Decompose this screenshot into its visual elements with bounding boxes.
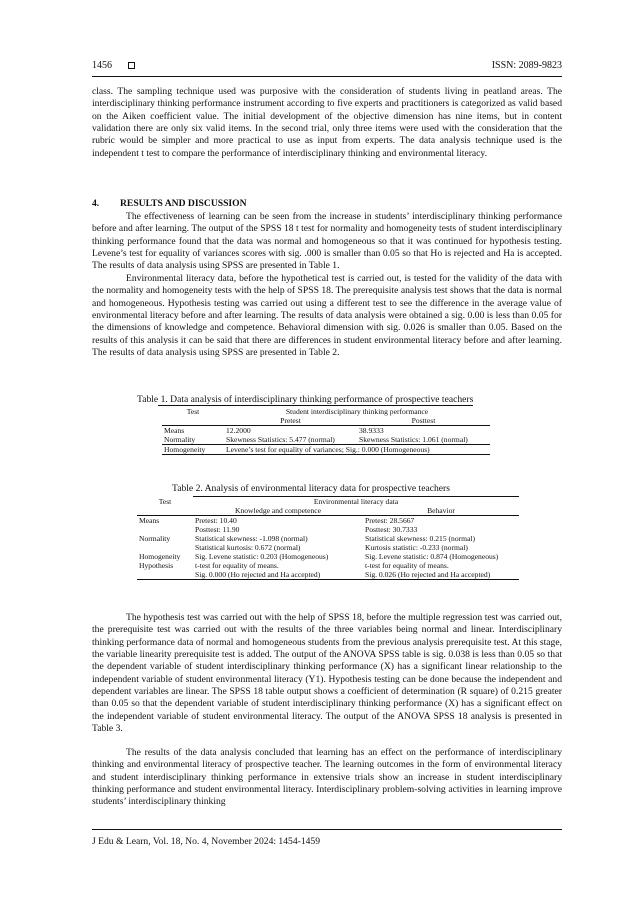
table1-group-header: Student interdisciplinary thinking performance	[285, 407, 429, 416]
table1-cell: Skewness Statistics: 1.061 (normal)	[359, 435, 468, 444]
table1-cell: Means	[162, 426, 224, 436]
header-rule	[92, 76, 562, 77]
issn-label: ISSN: 2089-9823	[491, 60, 562, 71]
table2-caption: Table 2. Analysis of environmental literacy data for prospective teachers	[172, 483, 450, 494]
running-footer: J Edu & Learn, Vol. 18, No. 4, November 2024: 1454-1459	[92, 836, 321, 847]
table2-cell: Normality	[139, 534, 171, 543]
table2-cell: Statistical skewness: -1.098 (normal)	[195, 534, 308, 543]
table-row	[137, 561, 519, 570]
table1-cell: 12.2000	[224, 426, 357, 436]
table1-caption-text: 1. Data analysis of interdisciplinary thinking performance of prospective teachers	[158, 394, 474, 405]
table2-subheader-row	[137, 506, 519, 516]
table2-cell	[137, 570, 193, 580]
table2-col-behavior: Behavior	[427, 506, 455, 515]
table-row	[162, 426, 490, 436]
running-header	[92, 60, 562, 74]
section-title: RESULTS AND DISCUSSION	[120, 198, 247, 209]
table2-cell: t-test for equality of means.	[365, 561, 449, 570]
table1-cell: Homogeneity	[162, 445, 224, 455]
table1	[162, 407, 490, 455]
table2-cell: Posttest: 30.7333	[365, 525, 418, 534]
section-number: 4.	[92, 198, 100, 209]
table2-cell: t-test for equality of means.	[195, 561, 279, 570]
table1-cell: 38.9333	[357, 426, 490, 436]
table-row	[137, 516, 519, 526]
body-paragraph-4: The results of the data analysis concluded that learning has an effect on the performance of interdisciplinary thinking and environmental literacy of prospective teacher. The learning outcomes in the form of environmental literacy and student interdisciplinary thinking performance in extensive trials show an increase in student interdisciplinary thinking performance and student environmental literacy. Interdisciplinary problem-solving activities in learning improve students’ interdisciplinary thinking	[92, 747, 562, 808]
table1-cell: Skewness Statistics: 5.477 (normal)	[226, 435, 335, 444]
page-number: 1456	[92, 60, 112, 71]
table2-col-test: Test	[158, 496, 172, 506]
table2-cell: Means	[137, 516, 193, 526]
table1-col-test: Test	[186, 407, 200, 416]
intro-paragraph: class. The sampling technique used was purposive with the consideration of students living in peatland areas. The interdisciplinary thinking performance instrument according to five experts and practitioners is categorized as valid based on the Aiken coefficient value. The initial development of the objective dimension has nine items, but in content validation there are only six valid items. In the second trial, only three items were used with the consideration that the rubric would be simpler and more practical to use as input from experts. The data analysis technique used is the independent t test to compare the performance of interdisciplinary thinking and environmental literacy.	[92, 86, 562, 159]
table-row	[162, 445, 490, 455]
table1-cell: Levene’s test for equality of variances; Sig.: 0.000 (Homogeneous)	[224, 445, 490, 455]
table2-cell: Sig. Levene statistic: 0.203 (Homogeneous)	[195, 552, 329, 561]
table2-cell: Pretest: 10.40	[193, 516, 363, 526]
table-row	[137, 534, 519, 543]
table1-subheader-row	[162, 416, 490, 426]
body-paragraph-2: Environmental literacy data, before the hypothetical test is carried out, is tested for the validity of the data with the normality and homogeneity tests with the help of SPSS 18. The prerequisite analysis test shows that the data is normal and homogeneous. Hypothesis testing was carried out using a different test to see the difference in the average value of environmental literacy before and after learning. The results of data analysis were obtained a sig. 0.00 is less than 0.05 for the dimensions of knowledge and competence. Behavioral dimension with sig. 0.026 is smaller than 0.05. Based on the results of this analysis it can be said that there are differences in student environmental literacy before and after learning. The results of data analysis using SPSS are presented in Table 2.	[92, 273, 562, 359]
table2-cell: Statistical kurtosis: 0.672 (normal)	[195, 543, 301, 552]
body-paragraph-3: The hypothesis test was carried out with the help of SPSS 18, before the multiple regression test was carried out, the prerequisite test was carried out with the results of the three variables being normal and linear. Interdisciplinary thinking performance data of normal and homogeneous students from the previous analysis prerequisite test. At this stage, the variable linearity prerequisite test is added. The output of the ANOVA SPSS table is sig. 0.038 is less than 0.05 so that the dependent variable of student interdisciplinary thinking performance (X) has a significant linear relationship to the independent variable of student environmental literacy (Y1). Hypothesis testing can be done because the independent and dependent variables are linear. The SPSS 18 table output shows a coefficient of determination (R square) of 0.215 greater than 0.05 so that the dependent variable of student interdisciplinary thinking performance (X) has a significant effect on the independent variable of student environmental literacy. The output of the ANOVA SPSS 18 analysis is presented in Table 3.	[92, 612, 562, 735]
table2-cell: Sig. 0.026 (Ho rejected and Ha accepted)	[363, 570, 519, 580]
table2-header-row	[137, 497, 519, 507]
square-bullet-icon	[128, 62, 135, 69]
table2-cell: Statistical skewness: 0.215 (normal)	[365, 534, 476, 543]
table-row	[137, 525, 519, 534]
table1-cell: Normality	[164, 435, 196, 444]
table2-cell: Sig. Levene statistic: 0.874 (Homogeneous)	[365, 552, 499, 561]
table2-cell: Sig. 0.000 (Ho rejected and Ha accepted)	[193, 570, 363, 580]
table2-group-header: Environmental literacy data	[193, 497, 519, 507]
table-row	[137, 543, 519, 552]
table1-header-row	[162, 407, 490, 416]
table1-caption	[137, 394, 473, 405]
table1-caption-prefix: Table	[137, 394, 159, 405]
table2	[137, 496, 519, 580]
footer-rule	[92, 829, 562, 830]
body-paragraph-1: The effectiveness of learning can be seen from the increase in students’ interdisciplinary thinking performance before and after learning. The output of the SPSS 18 t test for normality and homogeneity tests of student interdisciplinary thinking performance found that the data was normal and homogeneous so that it was continued for hypothesis testing. Levene’s test for equality of variances scores with sig. .000 is smaller than 0.05 so that Ho is rejected and Ha is accepted. The results of data analysis using SPSS are presented in Table 1.	[92, 211, 562, 272]
table-row	[137, 570, 519, 580]
table2-col-knowledge: Knowledge and competence	[234, 506, 322, 515]
table-row	[137, 552, 519, 561]
table2-cell: Pretest: 28.5667	[363, 516, 519, 526]
section-heading	[92, 198, 247, 209]
table-row	[162, 435, 490, 445]
table2-cell: Posttest: 11.90	[195, 525, 240, 534]
table1-col-pretest: Pretest	[280, 416, 301, 425]
table2-cell	[137, 525, 193, 534]
table2-cell: Hypothesis	[139, 561, 174, 570]
table2-cell: Homogeneity	[139, 552, 181, 561]
table2-cell: Kurtosis statistic: -0.233 (normal)	[365, 543, 468, 552]
table2-cell	[137, 543, 193, 552]
table1-col-posttest: Posttest	[411, 416, 436, 425]
